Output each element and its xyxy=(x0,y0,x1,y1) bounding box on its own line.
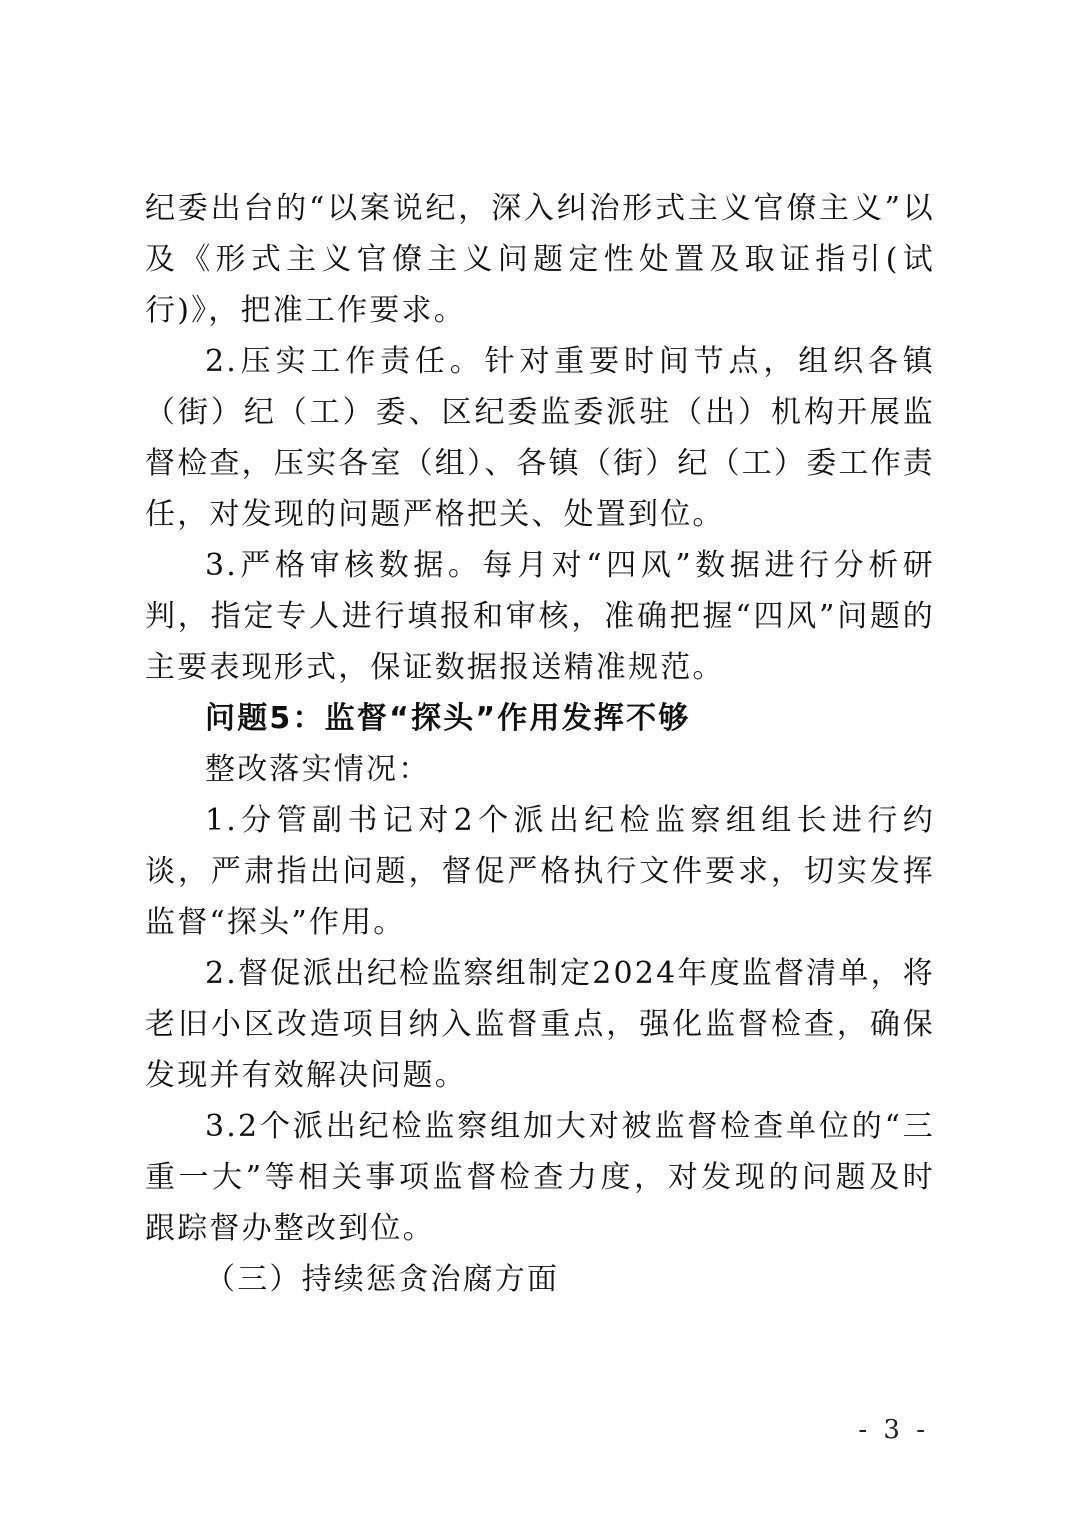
rectification-item-1: 1.分管副书记对2个派出纪检监察组组长进行约谈，严肃指出问题，督促严格执行文件要求，切实发挥监督“探头”作用。 xyxy=(145,803,935,940)
rectification-item-3: 3.2个派出纪检监察组加大对被监督检查单位的“三重一大”等相关事项监督检查力度，对发现的问题及时跟踪督办整改到位。 xyxy=(145,1109,935,1246)
problem-heading: 问题5：监督“探头”作用发挥不够 xyxy=(205,701,691,736)
rectification-label: 整改落实情况： xyxy=(205,752,431,787)
paragraph-item-2: 2.压实工作责任。针对重要时间节点，组织各镇（街）纪（工）委、区纪委监委派驻（出）机构开展监督检查，压实各室（组）、各镇（街）纪（工）委工作责任，对发现的问题严格把关、处置到位。 xyxy=(145,344,935,532)
paragraph-item-3: 3.严格审核数据。每月对“四风”数据进行分析研判，指定专人进行填报和审核，准确把握“四风”问题的主要表现形式，保证数据报送精准规范。 xyxy=(145,548,935,685)
section-heading: （三）持续惩贪治腐方面 xyxy=(205,1262,560,1297)
page-number: - 3 - xyxy=(858,1415,929,1445)
document-body xyxy=(145,183,935,1305)
paragraph-continuation: 纪委出台的“以案说纪，深入纠治形式主义官僚主义”以及《形式主义官僚主义问题定性处置及取证指引(试行)》，把准工作要求。 xyxy=(145,191,935,328)
rectification-item-2: 2.督促派出纪检监察组制定2024年度监督清单，将老旧小区改造项目纳入监督重点，强化监督检查，确保发现并有效解决问题。 xyxy=(145,956,935,1093)
